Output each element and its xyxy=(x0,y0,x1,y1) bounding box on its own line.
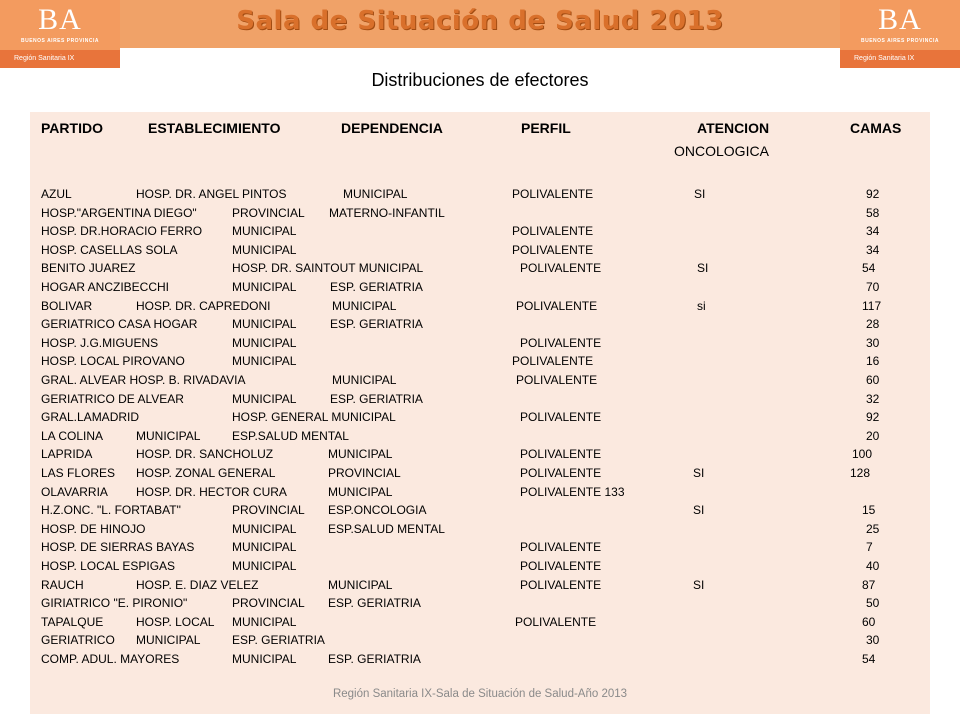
cell-establecimiento: MUNICIPAL xyxy=(136,633,201,648)
cell-perfil: POLIVALENTE xyxy=(520,540,602,555)
column-header-perfil: PERFIL xyxy=(521,120,571,136)
table-row xyxy=(0,279,960,295)
cell-establecimiento: HOSP. E. DIAZ VELEZ xyxy=(136,577,259,592)
cell-dependencia: ESP.ONCOLOGIA xyxy=(328,503,427,518)
cell-establecimiento: MUNICIPAL xyxy=(232,652,297,666)
cell-partido: GERIATRICO DE ALVEAR xyxy=(41,391,184,406)
cell-camas: 92 xyxy=(866,187,880,201)
cell-establecimiento: HOSP. DR. SANCHOLUZ xyxy=(136,447,274,462)
cell-partido: TAPALQUE xyxy=(41,614,104,629)
table-row xyxy=(0,223,960,239)
cell-establecimiento: HOSP. DR. CAPREDONI xyxy=(136,298,271,313)
column-header-dependencia: DEPENDENCIA xyxy=(341,120,443,136)
cell-dependencia: MUNICIPAL xyxy=(328,447,393,462)
cell-perfil: POLIVALENTE xyxy=(512,354,594,369)
cell-dependencia: ESP. GERIATRIA xyxy=(330,280,423,294)
cell-atencion: SI xyxy=(693,577,705,592)
cell-dependencia: MUNICIPAL xyxy=(332,373,397,387)
logo-subtext: BUENOS AIRES PROVINCIA xyxy=(860,38,940,44)
cell-atencion: SI xyxy=(694,187,706,201)
table-row xyxy=(0,409,960,425)
cell-camas: 16 xyxy=(866,354,880,369)
cell-establecimiento: MUNICIPAL xyxy=(136,428,201,443)
table-row xyxy=(0,558,960,574)
cell-camas: 34 xyxy=(866,242,880,257)
cell-partido: RAUCH xyxy=(41,577,84,592)
table-row xyxy=(0,651,960,667)
cell-camas: 128 xyxy=(850,466,871,480)
cell-camas: 100 xyxy=(852,447,873,462)
cell-atencion: SI xyxy=(693,503,705,518)
cell-dependencia: ESP. GERIATRIA xyxy=(328,652,421,666)
cell-establecimiento: HOSP. DR. HECTOR CURA xyxy=(136,484,287,499)
column-header-partido: PARTIDO xyxy=(41,120,103,136)
cell-partido: HOGAR ANCZIBECCHI xyxy=(41,280,170,294)
cell-establecimiento: HOSP. LOCAL xyxy=(136,614,215,629)
cell-camas: 7 xyxy=(866,540,873,555)
cell-partido: GERIATRICO CASA HOGAR xyxy=(41,317,198,332)
cell-dependencia: MUNICIPAL xyxy=(328,484,393,499)
table-row xyxy=(0,465,960,481)
cell-camas: 20 xyxy=(866,428,880,443)
cell-dependencia: MATERNO-INFANTIL xyxy=(329,205,445,220)
page-subtitle: Distribuciones de efectores xyxy=(371,70,589,90)
cell-establecimiento: MUNICIPAL xyxy=(232,280,297,294)
cell-partido: BENITO JUAREZ xyxy=(41,261,136,276)
ba-logo-right xyxy=(840,0,960,68)
cell-partido: HOSP. J.G.MIGUENS xyxy=(41,335,159,350)
cell-partido: COMP. ADUL. MAYORES xyxy=(41,652,180,666)
cell-partido: GIRIATRICO "E. PIRONIO" xyxy=(41,596,188,611)
cell-camas: 54 xyxy=(862,652,876,666)
table-row xyxy=(0,632,960,648)
cell-dependencia: MUNICIPAL xyxy=(328,577,393,592)
cell-atencion: si xyxy=(697,298,706,313)
cell-partido: HOSP."ARGENTINA DIEGO" xyxy=(41,205,197,220)
cell-camas: 70 xyxy=(866,280,880,294)
cell-perfil: POLIVALENTE xyxy=(512,224,594,239)
logo-region-label: Región Sanitaria IX xyxy=(840,50,960,68)
cell-perfil: POLIVALENTE xyxy=(512,187,594,201)
cell-establecimiento: MUNICIPAL xyxy=(232,354,297,369)
cell-camas: 87 xyxy=(862,577,876,592)
cell-establecimiento: MUNICIPAL xyxy=(232,335,297,350)
cell-camas: 25 xyxy=(866,521,880,536)
cell-camas: 32 xyxy=(866,391,880,406)
table-row xyxy=(0,539,960,555)
cell-partido: HOSP. DE HINOJO xyxy=(41,521,146,536)
cell-perfil: POLIVALENTE xyxy=(520,447,602,462)
cell-partido: LAS FLORES xyxy=(41,466,116,480)
cell-establecimiento: PROVINCIAL xyxy=(232,503,305,518)
cell-establecimiento: HOSP. DR. SAINTOUT MUNICIPAL xyxy=(232,261,424,276)
cell-dependencia: PROVINCIAL xyxy=(328,466,401,480)
cell-partido: HOSP. DE SIERRAS BAYAS xyxy=(41,540,195,555)
table-row xyxy=(0,353,960,369)
cell-establecimiento: MUNICIPAL xyxy=(232,391,297,406)
cell-camas: 60 xyxy=(866,373,880,387)
cell-dependencia: MUNICIPAL xyxy=(332,298,397,313)
cell-partido: GRAL.LAMADRID xyxy=(41,410,140,425)
cell-camas: 60 xyxy=(862,614,876,629)
cell-dependencia: ESP. GERIATRIA xyxy=(330,317,423,332)
cell-perfil: POLIVALENTE xyxy=(520,466,602,480)
cell-perfil: POLIVALENTE xyxy=(516,373,598,387)
cell-camas: 58 xyxy=(866,205,880,220)
cell-perfil: POLIVALENTE xyxy=(520,577,602,592)
cell-partido: LAPRIDA xyxy=(41,447,93,462)
footer-caption: Región Sanitaria IX-Sala de Situación de Salud-Año 2013 xyxy=(332,688,628,700)
logo-text: BA xyxy=(38,3,82,36)
cell-partido: LA COLINA xyxy=(41,428,104,443)
cell-establecimiento: HOSP. ZONAL GENERAL xyxy=(136,466,276,480)
logo-subtext: BUENOS AIRES PROVINCIA xyxy=(20,38,100,44)
cell-camas: 15 xyxy=(862,503,876,518)
cell-atencion: SI xyxy=(697,261,709,276)
column-header-atencion: ATENCION xyxy=(697,120,770,136)
table-row xyxy=(0,577,960,593)
cell-dependencia: ESP. GERIATRIA xyxy=(330,391,423,406)
cell-dependencia: MUNICIPAL xyxy=(232,614,297,629)
cell-camas: 92 xyxy=(866,410,880,425)
logo-text: BA xyxy=(878,3,922,36)
cell-perfil: POLIVALENTE xyxy=(516,298,598,313)
cell-partido: BOLIVAR xyxy=(41,298,93,313)
cell-dependencia: ESP. GERIATRIA xyxy=(328,596,421,611)
page-title: Sala de Situación de Salud 2013 xyxy=(236,6,724,36)
cell-perfil: POLIVALENTE 133 xyxy=(520,484,625,499)
cell-dependencia: ESP.SALUD MENTAL xyxy=(328,521,445,536)
table-row xyxy=(0,595,960,611)
cell-establecimiento: MUNICIPAL xyxy=(232,317,297,332)
table-row xyxy=(0,316,960,332)
table-row xyxy=(0,614,960,630)
cell-partido: OLAVARRIA xyxy=(41,484,108,499)
cell-perfil: POLIVALENTE xyxy=(520,261,602,276)
table-row xyxy=(0,484,960,500)
ba-logo-left xyxy=(0,0,120,68)
table-row xyxy=(0,242,960,258)
cell-partido: AZUL xyxy=(41,187,72,201)
cell-camas: 30 xyxy=(866,335,880,350)
cell-camas: 34 xyxy=(866,224,880,239)
cell-establecimiento: MUNICIPAL xyxy=(232,521,297,536)
column-header-camas: CAMAS xyxy=(850,120,902,136)
cell-atencion: SI xyxy=(693,466,705,480)
cell-establecimiento: MUNICIPAL xyxy=(232,540,297,555)
cell-camas: 40 xyxy=(866,559,880,573)
table-row xyxy=(0,298,960,314)
cell-partido: HOSP. DR.HORACIO FERRO xyxy=(41,224,203,239)
cell-partido: GERIATRICO xyxy=(41,633,115,648)
column-header-atencion-sub: ONCOLOGICA xyxy=(674,143,769,159)
cell-camas: 28 xyxy=(866,317,880,332)
cell-establecimiento: HOSP. DR. ANGEL PINTOS xyxy=(136,187,287,201)
cell-partido: GRAL. ALVEAR HOSP. B. RIVADAVIA xyxy=(41,373,246,387)
table-row xyxy=(0,391,960,407)
cell-dependencia: MUNICIPAL xyxy=(343,187,408,201)
table-row xyxy=(0,205,960,221)
cell-perfil: POLIVALENTE xyxy=(515,614,597,629)
cell-perfil: POLIVALENTE xyxy=(520,335,602,350)
cell-partido: HOSP. LOCAL ESPIGAS xyxy=(41,559,176,573)
table-row xyxy=(0,335,960,351)
table-row xyxy=(0,186,960,202)
cell-partido: HOSP. CASELLAS SOLA xyxy=(41,242,178,257)
cell-dependencia: ESP. GERIATRIA xyxy=(232,633,325,648)
cell-partido: H.Z.ONC. "L. FORTABAT" xyxy=(41,503,181,518)
table-row xyxy=(0,502,960,518)
cell-establecimiento: MUNICIPAL xyxy=(232,559,297,573)
cell-perfil: POLIVALENTE xyxy=(520,559,602,573)
cell-camas: 30 xyxy=(866,633,880,648)
cell-establecimiento: HOSP. GENERAL MUNICIPAL xyxy=(232,410,396,425)
cell-camas: 54 xyxy=(862,261,876,276)
table-row xyxy=(0,446,960,462)
cell-establecimiento: PROVINCIAL xyxy=(232,596,305,611)
cell-establecimiento: MUNICIPAL xyxy=(232,224,297,239)
cell-establecimiento: PROVINCIAL xyxy=(232,205,305,220)
column-header-establecimiento: ESTABLECIMIENTO xyxy=(148,120,281,136)
cell-camas: 50 xyxy=(866,596,880,611)
cell-perfil: POLIVALENTE xyxy=(520,410,602,425)
cell-perfil: POLIVALENTE xyxy=(512,242,594,257)
table-row xyxy=(0,428,960,444)
cell-partido: HOSP. LOCAL PIROVANO xyxy=(41,354,185,369)
cell-establecimiento: MUNICIPAL xyxy=(232,242,297,257)
table-row xyxy=(0,372,960,388)
table-row xyxy=(0,521,960,537)
cell-dependencia: ESP.SALUD MENTAL xyxy=(232,428,349,443)
cell-camas: 117 xyxy=(862,298,882,313)
table-row xyxy=(0,260,960,276)
logo-region-label: Región Sanitaria IX xyxy=(0,50,120,68)
